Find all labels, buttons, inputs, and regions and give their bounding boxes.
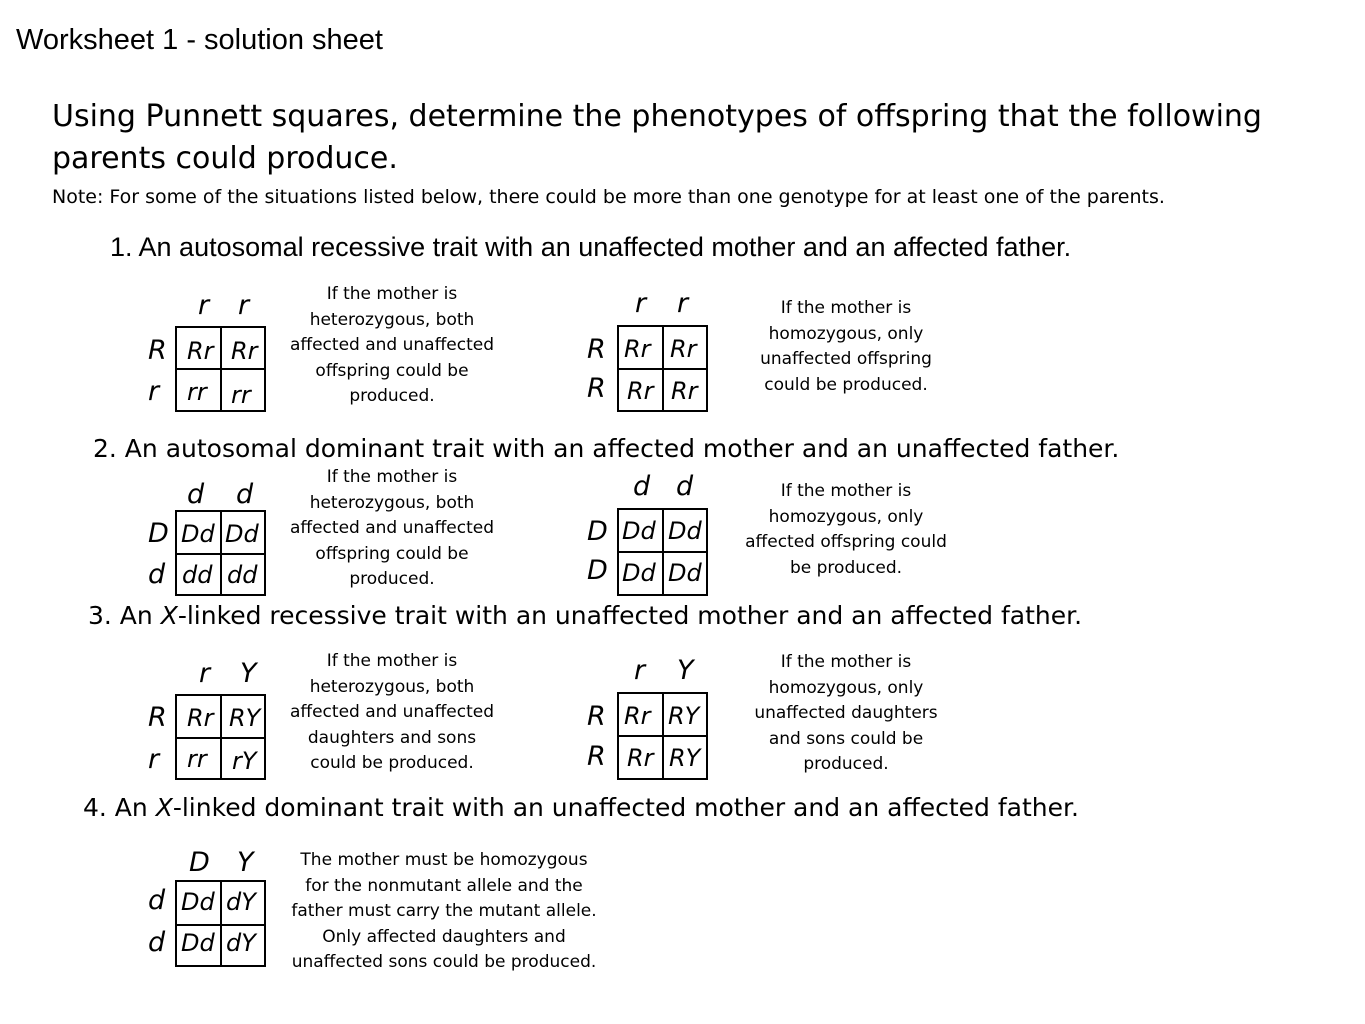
- explanation-line: If the mother is: [326, 651, 458, 671]
- explanation-line: be produced.: [789, 557, 903, 578]
- genotype-cell: Rr: [670, 335, 697, 363]
- allele-col-2: d: [676, 471, 694, 502]
- allele-row-2: R: [587, 373, 606, 404]
- explanation-text: [279, 649, 505, 777]
- explanation-line: produced.: [803, 754, 889, 774]
- explanation-line: heterozygous, both: [309, 676, 475, 697]
- allele-col-1: d: [187, 479, 205, 510]
- genotype-cell: Dd: [181, 929, 215, 957]
- page-title: Worksheet 1 - solution sheet: [16, 24, 383, 56]
- explanation-line: and sons could be: [768, 728, 924, 749]
- explanation-line: affected and unaffected: [289, 702, 495, 722]
- explanation-line: for the nonmutant allele and the: [305, 875, 583, 896]
- question-3-heading: [88, 601, 1082, 630]
- genotype-cell: Dd: [668, 517, 702, 545]
- question-4-heading: [83, 793, 1079, 822]
- genotype-cell: Dd: [181, 888, 215, 916]
- genotype-cell: rr: [187, 378, 207, 406]
- genotype-cell: dY: [226, 888, 256, 916]
- genotype-cell: Rr: [231, 337, 258, 365]
- allele-col-1: D: [189, 847, 210, 878]
- explanation-line: The mother must be homozygous: [300, 850, 588, 870]
- genotype-cell: Dd: [181, 520, 215, 548]
- allele-col-2: r: [677, 288, 689, 319]
- explanation-line: If the mother is: [780, 481, 912, 501]
- genotype-cell: rY: [232, 747, 257, 775]
- explanation-line: produced.: [349, 569, 435, 589]
- question-4-heading-end: -linked dominant trait with an unaffected mother and an affected father.: [172, 793, 1079, 822]
- explanation-line: offspring could be: [315, 360, 469, 381]
- allele-row-1: D: [587, 516, 608, 547]
- explanation-line: offspring could be: [315, 543, 469, 564]
- explanation-line: affected and unaffected: [289, 335, 495, 355]
- explanation-line: homozygous, only: [768, 506, 924, 527]
- explanation-text: [279, 282, 505, 410]
- explanation-line: If the mother is: [326, 284, 458, 304]
- allele-col-2: Y: [677, 655, 694, 686]
- allele-row-1: D: [148, 518, 169, 549]
- explanation-line: could be produced.: [764, 374, 928, 395]
- allele-col-1: r: [198, 290, 210, 321]
- explanation-line: heterozygous, both: [309, 492, 475, 513]
- question-3-heading-end: -linked recessive trait with an unaffected mother and an affected father.: [177, 601, 1083, 630]
- genotype-cell: rr: [231, 381, 251, 409]
- allele-row-1: d: [148, 885, 166, 916]
- genotype-cell: Rr: [627, 377, 654, 405]
- allele-row-2: d: [148, 927, 166, 958]
- explanation-line: If the mother is: [780, 298, 912, 318]
- genotype-cell: Dd: [622, 559, 656, 587]
- allele-row-1: R: [148, 335, 167, 366]
- allele-row-2: D: [587, 555, 608, 586]
- question-4-heading-start: 4. An: [83, 793, 156, 822]
- note: Note: For some of the situations listed below, there could be more than one genotype for at least one of the parents.: [52, 186, 1165, 208]
- allele-row-1: R: [587, 334, 606, 365]
- allele-col-2: Y: [237, 847, 254, 878]
- allele-col-2: d: [236, 479, 254, 510]
- genotype-cell: Dd: [622, 517, 656, 545]
- explanation-line: homozygous, only: [768, 323, 924, 344]
- explanation-line: homozygous, only: [768, 677, 924, 698]
- allele-col-1: r: [199, 658, 211, 689]
- explanation-line: affected and unaffected: [289, 518, 495, 538]
- question-2-heading: 2. An autosomal dominant trait with an affected mother and an unaffected father.: [93, 434, 1120, 463]
- genotype-cell: RY: [668, 702, 700, 730]
- explanation-line: father must carry the mutant allele.: [291, 901, 597, 921]
- genotype-cell: dd: [227, 561, 258, 589]
- question-4-heading-x: X: [155, 793, 173, 822]
- genotype-cell: Rr: [627, 744, 654, 772]
- allele-col-2: r: [238, 290, 250, 321]
- explanation-line: could be produced.: [310, 753, 474, 773]
- explanation-text: [279, 465, 505, 593]
- explanation-line: heterozygous, both: [309, 309, 475, 330]
- genotype-cell: rr: [187, 745, 207, 773]
- question-1-heading: 1. An autosomal recessive trait with an unaffected mother and an affected father.: [110, 232, 1072, 262]
- genotype-cell: dd: [182, 561, 213, 589]
- question-3-heading-x: X: [160, 601, 178, 630]
- allele-row-1: R: [148, 702, 167, 733]
- genotype-cell: Rr: [187, 704, 214, 732]
- explanation-line: daughters and sons: [307, 727, 477, 748]
- allele-row-2: r: [148, 744, 160, 775]
- question-3-heading-start: 3. An: [88, 601, 161, 630]
- allele-col-2: Y: [240, 658, 257, 689]
- explanation-line: Only affected daughters and: [322, 926, 566, 947]
- explanation-line: affected offspring could: [745, 532, 947, 552]
- genotype-cell: Rr: [624, 335, 651, 363]
- explanation-line: If the mother is: [780, 652, 912, 672]
- genotype-cell: Dd: [225, 520, 259, 548]
- genotype-cell: Rr: [187, 337, 214, 365]
- allele-row-1: R: [587, 701, 606, 732]
- allele-col-1: r: [635, 288, 647, 319]
- explanation-text: [735, 296, 957, 398]
- explanation-text: [735, 650, 957, 778]
- genotype-cell: RY: [229, 704, 261, 732]
- explanation-line: unaffected sons could be produced.: [291, 952, 597, 972]
- explanation-line: If the mother is: [326, 467, 458, 487]
- allele-row-2: d: [148, 559, 166, 590]
- explanation-text: [276, 848, 612, 976]
- allele-col-1: r: [634, 655, 646, 686]
- explanation-line: unaffected offspring: [760, 349, 932, 369]
- genotype-cell: RY: [669, 744, 701, 772]
- allele-row-2: R: [587, 741, 606, 772]
- genotype-cell: Rr: [624, 702, 651, 730]
- allele-row-2: r: [148, 376, 160, 407]
- explanation-text: [730, 479, 962, 581]
- explanation-line: unaffected daughters: [754, 703, 938, 723]
- allele-col-1: d: [633, 471, 651, 502]
- genotype-cell: Rr: [671, 377, 698, 405]
- instructions: Using Punnett squares, determine the phenotypes of offspring that the following parents could produce.: [52, 99, 1262, 176]
- genotype-cell: Dd: [668, 559, 702, 587]
- explanation-line: produced.: [349, 386, 435, 406]
- genotype-cell: dY: [226, 929, 256, 957]
